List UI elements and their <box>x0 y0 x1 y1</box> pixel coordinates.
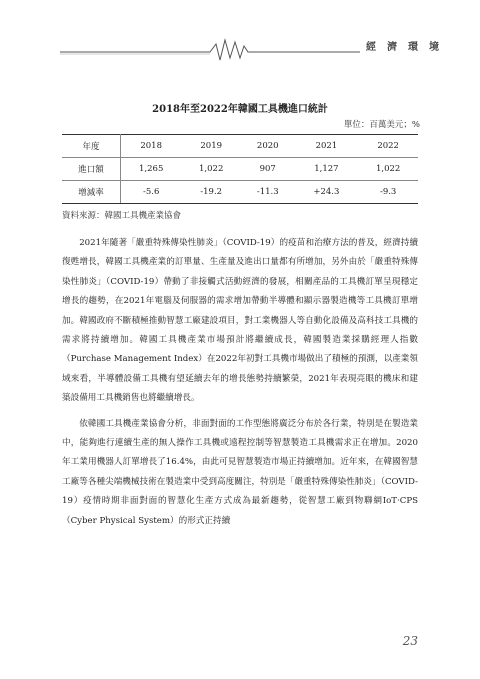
body-text <box>62 234 418 537</box>
page-number: 23 <box>402 634 418 648</box>
table-cell: 1,265 <box>121 158 182 181</box>
table-cell: -9.3 <box>358 181 418 204</box>
table-row <box>62 158 418 181</box>
table-cell: 1,022 <box>181 158 241 181</box>
column-header: 2021 <box>294 135 358 158</box>
table-cell: 907 <box>241 158 294 181</box>
table-cell: 1,127 <box>294 158 358 181</box>
table-cell: -19.2 <box>181 181 241 204</box>
paragraph: 2021年隨著「嚴重特殊傳染性肺炎」（COVID-19）的疫苗和治療方法的普及，經濟持續復甦增長，韓國工具機產業的訂單量、生產量及進出口量都有所增加，另外由於「嚴重特殊傳染性肺炎」（COVID-19）帶動了非接觸式活動經濟的發展，相關產品的工具機訂單呈現穩定增長的趨勢，在2021年電腦及伺服器的需求增加帶動半導體和顯示器製造機等工具機訂單增加。韓國政府不斷積極推動智慧工廠建設項目，對工業機器人等自動化設備及高科技工具機的需求將持續增加。韓國工具機產業市場預計將繼續成長，韓國製造業採購經理人指數（Purchase Management Index）在2022年初對工具機市場做出了積極的預測，以產業領域來看，半導體設備工具機有望延續去年的增長態勢持續繁榮，2021年表現亮眼的機床和建築設備用工具機銷售也將繼續增長。 <box>62 238 418 404</box>
column-header: 2018 <box>121 135 182 158</box>
import-stats-table <box>62 134 418 204</box>
source-note: 資料來源：韓國工具機產業協會 <box>62 211 182 221</box>
unit-label: 單位：百萬美元；% <box>343 120 420 130</box>
column-header: 2020 <box>241 135 294 158</box>
section-title: 經濟環境 <box>366 42 450 53</box>
table-cell: -11.3 <box>241 181 294 204</box>
table-cell: 1,022 <box>358 158 418 181</box>
table-row <box>62 181 418 204</box>
table-header-row <box>62 135 418 158</box>
table-cell: +24.3 <box>294 181 358 204</box>
column-header: 2022 <box>358 135 418 158</box>
page-header <box>60 34 450 64</box>
paragraph: 依韓國工具機產業協會分析，非面對面的工作型態將廣泛分布於各行業，特別是在製造業中，能夠進行連續生產的無人操作工具機或遠程控制等智慧製造工具機需求正在增加。2020年工業用機器人訂單增長了16.4%，由此可見智慧製造市場正持續增加。近年來，在韓國智慧工廠等各種尖端機械技術在製造業中受到高度關注，特別是「嚴重特殊傳染性肺炎」（COVID-19）疫情時期非面對面的智慧化生產方式成為最新趨勢，從智慧工廠到物聯網IoT·CPS（Cyber Physical System）的形式正持續 <box>62 418 418 526</box>
row-header: 進口額 <box>62 158 121 181</box>
table-title: 2018年至2022年韓國工具機進口統計 <box>152 104 328 115</box>
row-header: 增減率 <box>62 181 121 204</box>
table-cell: -5.6 <box>121 181 182 204</box>
column-header: 2019 <box>181 135 241 158</box>
column-header: 年度 <box>62 135 121 158</box>
